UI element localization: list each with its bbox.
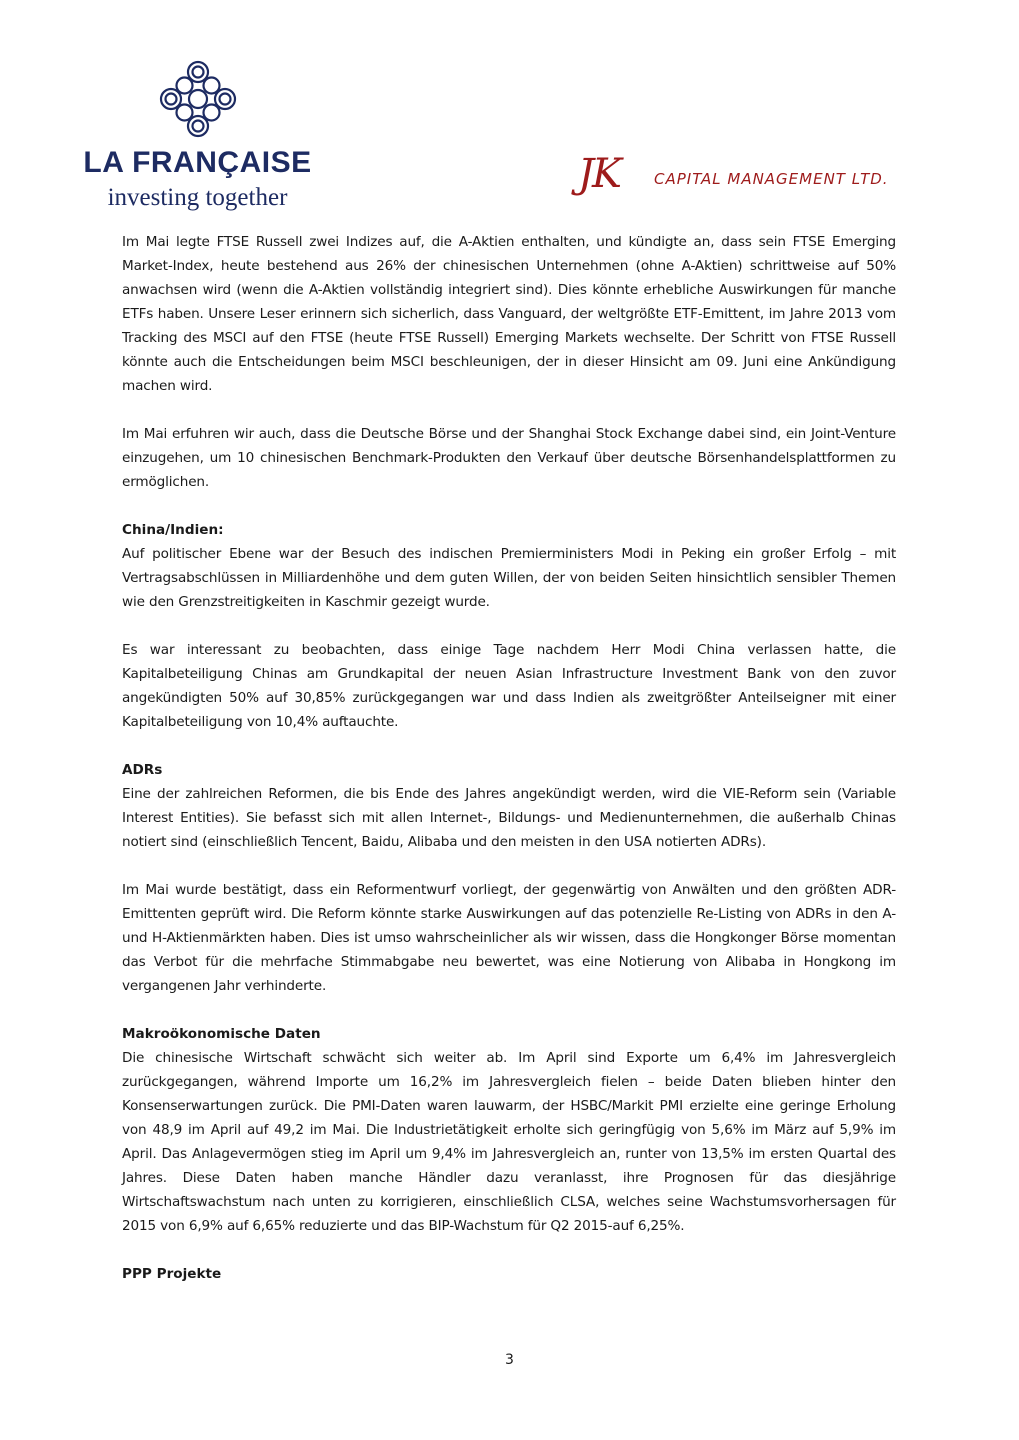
paragraph: Die chinesische Wirtschaft schwächt sich weiter ab. Im April sind Exporte um 6,4% im Jahresvergleich zurückgegangen, während Importe um 16,2% im Jahresvergleich fielen – beide Daten blieben hinter den Konsenserwartungen zurück. Die PMI-Daten waren lauwarm, der HSBC/Markit PMI erzielte eine geringe Erholung von 48,9 im April auf 49,2 im Mai. Die Industrietätigkeit erholte sich geringfügig von 5,6% im März auf 5,9% im April. Das Anlagevermögen stieg im April um 9,4% im Jahresvergleich an, runter von 13,5% im ersten Quartal des Jahres. Diese Daten haben manche Händler dazu veranlasst, ihre Prognosen für das diesjährige Wirtschaftswachstum nach unten zu korrigieren, einschließlich CLSA, welches seine Wachstumsvorhersagen für 2015 von 6,9% auf 6,65% reduzierte und das BIP-Wachstum für Q2 2015-auf 6,25%. — [122, 1050, 896, 1234]
celtic-knot-icon — [157, 58, 239, 140]
paragraph: Eine der zahlreichen Reformen, die bis Ende des Jahres angekündigt werden, wird die VIE-Reform sein (Variable Interest Entities). Sie befasst sich mit allen Internet-, Bildungs- und Medienunternehmen, die außerhalb Chinas notiert sind (einschließlich Tencent, Baidu, Alibaba und den meisten in den USA notierten ADRs). — [122, 786, 896, 850]
document-body — [122, 230, 896, 1286]
la-francaise-logo — [80, 58, 315, 218]
section-heading: ADRs — [122, 762, 163, 778]
paragraph: Im Mai erfuhren wir auch, dass die Deutsche Börse und der Shanghai Stock Exchange dabei sind, ein Joint-Venture einzugehen, um 10 chinesischen Benchmark-Produkten den Verkauf über deutsche Börsenhandelsplattformen zu ermöglichen. — [122, 426, 896, 490]
page-number: 3 — [505, 1352, 514, 1368]
section-heading: China/Indien: — [122, 522, 224, 538]
paragraph: Im Mai legte FTSE Russell zwei Indizes auf, die A-Aktien enthalten, und kündigte an, dass sein FTSE Emerging Market-Index, heute bestehend aus 26% der chinesischen Unternehmen (ohne A-Aktien) schrittweise auf 50% anwachsen wird (wenn die A-Aktien vollständig integriert sind). Dies könnte erhebliche Auswirkungen für manche ETFs haben. Unsere Leser erinnern sich sicherlich, dass Vanguard, der weltgrößte ETF-Emittent, im Jahre 2013 vom Tracking des MSCI auf den FTSE (heute FTSE Russell) Emerging Markets wechselte. Der Schritt von FTSE Russell könnte auch die Entscheidungen beim MSCI beschleunigen, der in dieser Hinsicht am 09. Juni eine Ankündigung machen wird. — [122, 234, 896, 394]
paragraph: Es war interessant zu beobachten, dass einige Tage nachdem Herr Modi China verlassen hatte, die Kapitalbeteiligung Chinas am Grundkapital der neuen Asian Infrastructure Investment Bank von den zuvor angekündigten 50% auf 30,85% zurückgegangen war und dass Indien als zweitgrößter Anteilseigner mit einer Kapitalbeteiligung von 10,4% auftauchte. — [122, 642, 896, 730]
section-heading: PPP Projekte — [122, 1266, 222, 1282]
jk-company-name: CAPITAL MANAGEMENT LTD. — [654, 170, 889, 188]
brand-tagline: investing together — [107, 184, 288, 211]
paragraph: Im Mai wurde bestätigt, dass ein Reformentwurf vorliegt, der gegenwärtig von Anwälten und den größten ADR-Emittenten geprüft wird. Die Reform könnte starke Auswirkungen auf das potenzielle Re-Listing von ADRs in den A- und H-Aktienmärkten haben. Dies ist umso wahrscheinlicher als wir wissen, dass die Hongkonger Börse momentan das Verbot für die mehrfache Stimmabgabe neu bewertet, was eine Notierung von Alibaba in Hongkong im vergangenen Jahr verhinderte. — [122, 882, 896, 994]
jk-capital-logo — [578, 152, 938, 202]
section-heading: Makroökonomische Daten — [122, 1026, 321, 1042]
jk-monogram: JK — [578, 151, 620, 197]
brand-name: LA FRANÇAISE — [83, 146, 312, 179]
paragraph: Auf politischer Ebene war der Besuch des indischen Premierministers Modi in Peking ein großer Erfolg – mit Vertragsabschlüssen in Milliardenhöhe und dem guten Willen, der von beiden Seiten hinsichtlich sensibler Themen wie den Grenzstreitigkeiten in Kaschmir gezeigt wurde. — [122, 546, 896, 610]
